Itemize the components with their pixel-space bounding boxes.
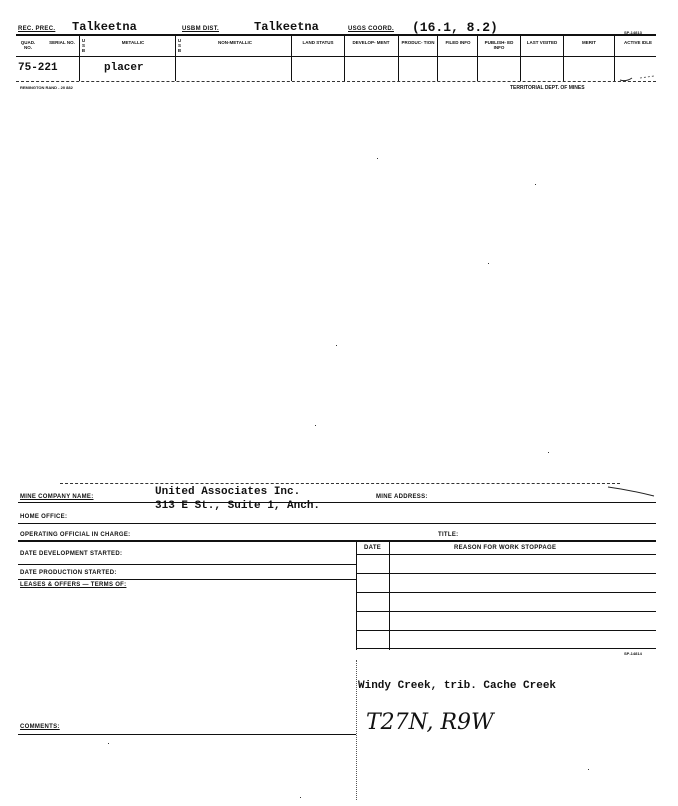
stoppage-date-header: DATE — [364, 545, 382, 551]
col-published-info: PUBLISH- ED INFO — [484, 40, 514, 50]
stoppage-row-rule — [356, 611, 656, 612]
comments-rule — [18, 734, 356, 735]
col-non-metallic: NON-METALLIC — [218, 40, 252, 45]
col-divider — [563, 35, 564, 81]
company-address-value: 313 E St., Suite 1, Anch. — [155, 500, 321, 512]
lower-top-rule — [60, 483, 620, 484]
col-divider — [398, 35, 399, 81]
stoppage-divider — [356, 540, 357, 650]
home-office-label: HOME OFFICE: — [20, 514, 68, 520]
scan-speck — [535, 184, 536, 185]
col-divider — [477, 35, 478, 81]
usgs-coord-label: USGS COORD. — [348, 26, 394, 32]
header-rule — [16, 34, 656, 36]
stoppage-divider — [389, 540, 390, 650]
scan-speck — [377, 158, 378, 159]
col-active-idle: ACTIVE IDLE — [623, 40, 652, 45]
col-usbm-b: U S B — [177, 38, 182, 53]
date-production-label: DATE PRODUCTION STARTED: — [20, 570, 117, 576]
mine-company-label: MINE COMPANY NAME: — [20, 494, 94, 500]
footer-right: TERRITORIAL DEPT. OF MINES — [510, 85, 585, 91]
col-divider — [344, 35, 345, 81]
handwritten-note: T27N, R9W — [366, 710, 494, 735]
col-usbm-a: U S B — [81, 38, 86, 53]
stoppage-row-rule — [356, 648, 656, 649]
official-rule — [18, 540, 656, 542]
column-header-rule — [16, 56, 656, 57]
usbm-dist-value: Talkeetna — [254, 20, 319, 34]
lower-card — [0, 470, 678, 806]
col-divider — [520, 35, 521, 81]
quad-serial-value: 75-221 — [18, 62, 58, 74]
scan-speck — [548, 452, 549, 453]
comments-label: COMMENTS: — [20, 724, 60, 730]
stoppage-row-rule — [356, 554, 656, 555]
footer-left: REMINGTON RAND - 20 882 — [20, 85, 73, 90]
col-serial-no: SERIAL NO. — [49, 40, 75, 45]
usgs-coord-value: (16.1, 8.2) — [412, 20, 498, 35]
col-filed-info: FILED INFO — [445, 40, 471, 45]
mine-address-label: MINE ADDRESS: — [376, 494, 428, 500]
col-merit: MERIT — [582, 40, 596, 45]
col-divider — [291, 35, 292, 81]
form-number-bottom: SP-14814 — [624, 651, 642, 656]
title-label: TITLE: — [438, 532, 459, 538]
col-last-visited: LAST VISITED — [526, 40, 558, 45]
mine-company-rule — [18, 502, 656, 503]
col-divider — [437, 35, 438, 81]
col-divider — [614, 35, 615, 81]
pencil-stroke-icon — [606, 484, 656, 498]
date-development-label: DATE DEVELOPMENT STARTED: — [20, 551, 123, 557]
metallic-value: placer — [104, 62, 144, 74]
col-metallic: METALLIC — [121, 40, 145, 45]
date-development-rule — [18, 564, 356, 565]
col-production: PRODUC- TION — [401, 40, 435, 45]
stoppage-row-rule — [356, 592, 656, 593]
form-number-top: SP-14813 — [624, 30, 642, 35]
top-card — [0, 0, 678, 100]
rec-prec-label: REC. PREC. — [18, 26, 56, 32]
mine-company-value: United Associates Inc. — [155, 486, 301, 498]
side-dotted-line — [356, 660, 357, 800]
usbm-dist-label: USBM DIST. — [182, 26, 220, 32]
date-production-rule — [18, 579, 356, 580]
col-divider — [79, 35, 80, 81]
col-development: DEVELOP- MENT — [352, 40, 390, 45]
leases-label: LEASES & OFFERS — TERMS OF: — [20, 582, 127, 588]
scan-speck — [488, 263, 489, 264]
stoppage-row-rule — [356, 573, 656, 574]
col-land-status: LAND STATUS — [302, 40, 334, 45]
operating-official-label: OPERATING OFFICIAL IN CHARGE: — [20, 532, 131, 538]
col-quad-no: QUAD. NO. — [20, 40, 36, 50]
home-office-rule — [18, 523, 656, 524]
stoppage-row-rule — [356, 630, 656, 631]
stoppage-reason-header: REASON FOR WORK STOPPAGE — [454, 545, 557, 551]
rec-prec-value: Talkeetna — [72, 20, 137, 34]
location-note: Windy Creek, trib. Cache Creek — [358, 680, 557, 692]
col-divider — [175, 35, 176, 81]
scan-speck — [336, 345, 337, 346]
pencil-mark-icon — [618, 68, 658, 84]
scan-speck — [315, 425, 316, 426]
record-row-rule — [16, 81, 656, 82]
